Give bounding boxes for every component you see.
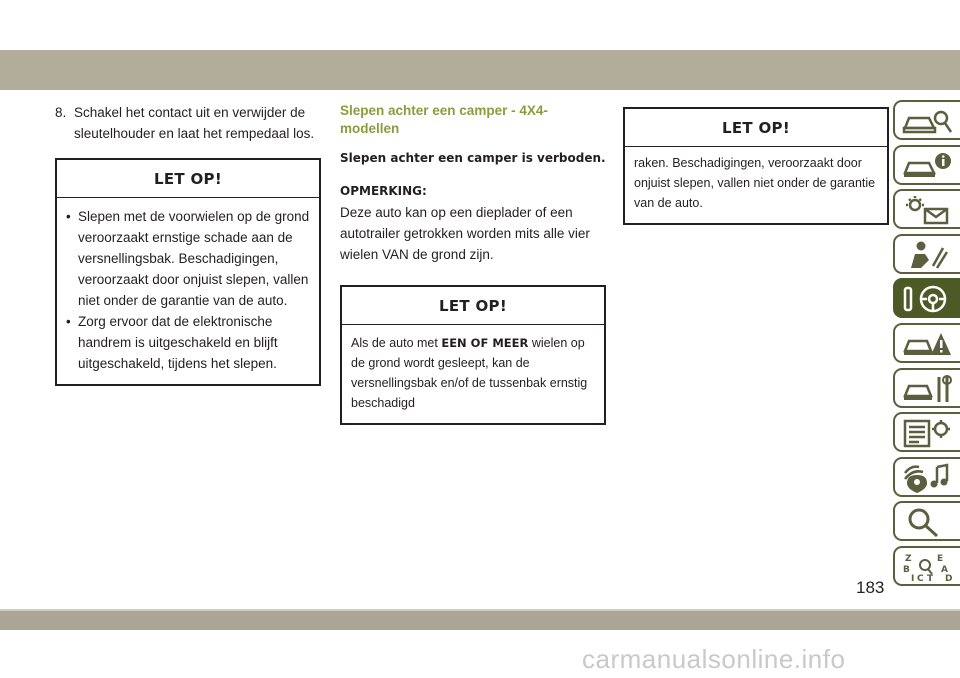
alphabet-index-icon [901,552,953,582]
warning-title: LET OP! [625,109,887,147]
car-info-icon [901,151,953,181]
car-warning-triangle-icon [901,329,953,359]
svg-text:B: B [903,564,910,575]
header-band [0,50,960,90]
search-icon [901,507,953,537]
tab-list-gear[interactable] [893,412,960,452]
warning-body: Als de auto met EEN OF MEER wielen op de grond wordt gesleept, kan de versnellingsbak en/of de tussenbak ernstig beschadigd [351,336,588,410]
section-title: Slepen achter een camper - 4X4-modellen [340,103,548,136]
page-number: 183 [856,578,885,597]
tab-car-tools[interactable] [893,368,960,408]
step-8 [55,102,321,144]
emphasis-text: EEN OF MEER [441,336,529,350]
warning-body: raken. Beschadigingen, veroorzaakt door onjuist slepen, vallen niet onder de garantie van de auto. [634,156,876,210]
warning-box-2 [340,285,606,425]
warning-body [57,198,319,384]
list-gear-icon [901,418,953,448]
svg-text:T: T [927,573,934,582]
footer-band [0,611,960,630]
step-text: Schakel het contact uit en verwijder de sleutelhouder en laat het rempedaal los. [74,105,315,141]
tab-search[interactable] [893,501,960,541]
column-3 [623,107,889,225]
warning-box-3 [623,107,889,225]
tab-car-info[interactable] [893,145,960,185]
column-2 [340,102,606,425]
chapter-tabs [893,100,960,591]
car-magnifier-icon [901,106,953,136]
svg-text:D: D [945,573,953,582]
steering-wheel-key-icon [901,284,953,314]
note-label: OPMERKING: [340,184,427,198]
tab-warning-light-message[interactable] [893,189,960,229]
tab-alphabet-index[interactable] [893,546,960,586]
tab-car-magnifier[interactable] [893,100,960,140]
warning-light-message-icon [901,195,953,225]
media-navigation-icon [901,463,953,493]
svg-text:A: A [941,564,948,575]
watermark: carmanualsonline.info [582,644,846,674]
warning-box-1 [55,158,321,386]
svg-text:I: I [911,573,915,582]
tab-steering-wheel-key[interactable] [893,278,960,318]
svg-text:Z: Z [905,553,912,564]
car-tools-icon [901,374,953,404]
prohibition-line: Slepen achter een camper is verboden. [340,151,606,165]
tab-media-navigation[interactable] [893,457,960,497]
svg-text:C: C [917,573,924,582]
warning-title: LET OP! [342,287,604,325]
tab-airbag-person[interactable] [893,234,960,274]
step-number: 8. [55,105,67,120]
svg-text:E: E [937,553,944,564]
column-1 [55,102,321,386]
tab-car-warning-triangle[interactable] [893,323,960,363]
warning-bullet: • Zorg ervoor dat de elektronische handrem is uitgeschakeld en blijft uitgeschakeld, tijdens het slepen. [66,314,278,371]
warning-bullet: • Slepen met de voorwielen op de grond veroorzaakt ernstige schade aan de versnellingsbak. Beschadigingen, veroorzaakt door onjuist slepen, vallen niet onder de garantie van de auto. [66,209,310,308]
airbag-person-icon [901,240,953,270]
warning-title: LET OP! [57,160,319,198]
note-text: Deze auto kan op een dieplader of een autotrailer getrokken worden mits alle vier wielen VAN de grond zijn. [340,205,590,262]
